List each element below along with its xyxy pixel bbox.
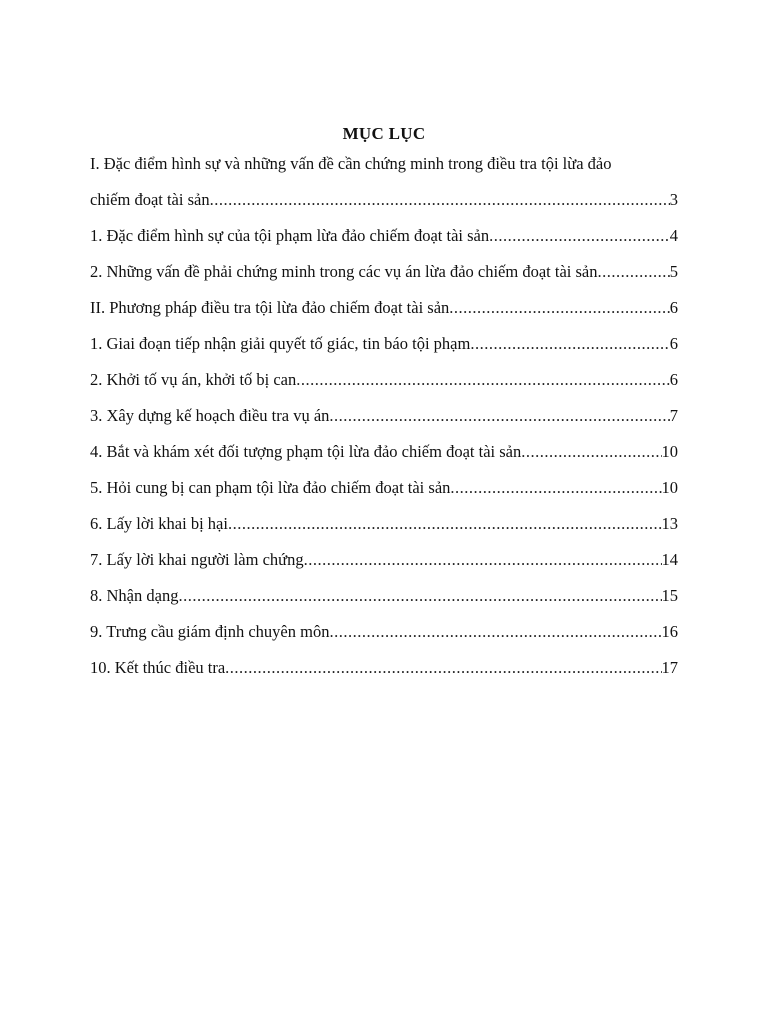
toc-entry-text: 5. Hỏi cung bị can phạm tội lừa đảo chiếm đoạt tài sản (90, 478, 451, 497)
toc-title: MỤC LỤC (342, 124, 426, 143)
toc-page-number: 6 (669, 298, 678, 317)
toc-entry-text: 8. Nhận dạng (90, 586, 179, 605)
toc-page-number: 14 (661, 550, 678, 569)
toc-page-number: 7 (669, 406, 678, 425)
toc-entry-text: 9. Trưng cầu giám định chuyên môn (90, 622, 330, 641)
toc-entry-5[interactable] (90, 362, 678, 398)
toc-page-number: 3 (669, 190, 678, 209)
toc-entry-12[interactable] (90, 614, 678, 650)
toc-entry-1[interactable] (90, 218, 678, 254)
toc-leader-dots (470, 326, 669, 362)
toc-page-number: 4 (669, 226, 678, 245)
toc-leader-dots (597, 254, 669, 290)
toc-page-number: 6 (669, 370, 678, 389)
toc-entry-2[interactable] (90, 254, 678, 290)
toc-page-number: 10 (661, 478, 678, 497)
toc-leader-dots (228, 506, 662, 542)
toc-entry-text: 7. Lấy lời khai người làm chứng (90, 550, 304, 569)
toc-entry-10[interactable] (90, 542, 678, 578)
toc-page-number: 17 (661, 658, 678, 677)
toc-entry-text: 2. Những vấn đề phải chứng minh trong các vụ án lừa đảo chiếm đoạt tài sản (90, 262, 598, 281)
toc-entry-text: chiếm đoạt tài sản (90, 190, 210, 209)
toc-leader-dots (521, 434, 661, 470)
toc-entry-8[interactable] (90, 470, 678, 506)
toc-leader-dots (449, 290, 669, 326)
toc-page-number: 13 (661, 514, 678, 533)
toc-entry-text: 1. Giai đoạn tiếp nhận giải quyết tố giác, tin báo tội phạm (90, 334, 471, 353)
toc-entry-0-line1: I. Đặc điểm hình sự và những vấn đề cần chứng minh trong điều tra tội lừa đảo (90, 154, 612, 173)
toc-leader-dots (210, 182, 670, 218)
toc-entry-3[interactable] (90, 290, 678, 326)
toc-entry-text: 6. Lấy lời khai bị hại (90, 514, 228, 533)
toc-leader-dots (489, 218, 670, 254)
toc-leader-dots (450, 470, 661, 506)
toc-entry-text: 4. Bắt và khám xét đối tượng phạm tội lừa đảo chiếm đoạt tài sản (90, 442, 522, 461)
toc-entry-text: 1. Đặc điểm hình sự của tội phạm lừa đảo chiếm đoạt tài sản (90, 226, 490, 245)
toc-entry-text: II. Phương pháp điều tra tội lừa đảo chiếm đoạt tài sản (90, 298, 450, 317)
toc-entry-6[interactable] (90, 398, 678, 434)
toc-page-number: 6 (669, 334, 678, 353)
toc-leader-dots (329, 398, 669, 434)
toc-entry-0[interactable] (90, 182, 678, 218)
toc-leader-dots (296, 362, 669, 398)
table-of-contents (90, 146, 678, 686)
toc-page-number: 5 (669, 262, 678, 281)
toc-page-number: 16 (661, 622, 678, 641)
toc-entry-text: 3. Xây dựng kế hoạch điều tra vụ án (90, 406, 330, 425)
toc-page-number: 10 (661, 442, 678, 461)
toc-entry-text: 2. Khởi tố vụ án, khởi tố bị can (90, 370, 297, 389)
toc-leader-dots (225, 650, 661, 686)
toc-leader-dots (304, 542, 662, 578)
toc-leader-dots (329, 614, 661, 650)
toc-page-number: 15 (661, 586, 678, 605)
toc-entry-4[interactable] (90, 326, 678, 362)
toc-entry-7[interactable] (90, 434, 678, 470)
toc-entry-13[interactable] (90, 650, 678, 686)
toc-entry-text: 10. Kết thúc điều tra (90, 658, 226, 677)
toc-leader-dots (178, 578, 661, 614)
toc-entry-11[interactable] (90, 578, 678, 614)
toc-entry-9[interactable] (90, 506, 678, 542)
